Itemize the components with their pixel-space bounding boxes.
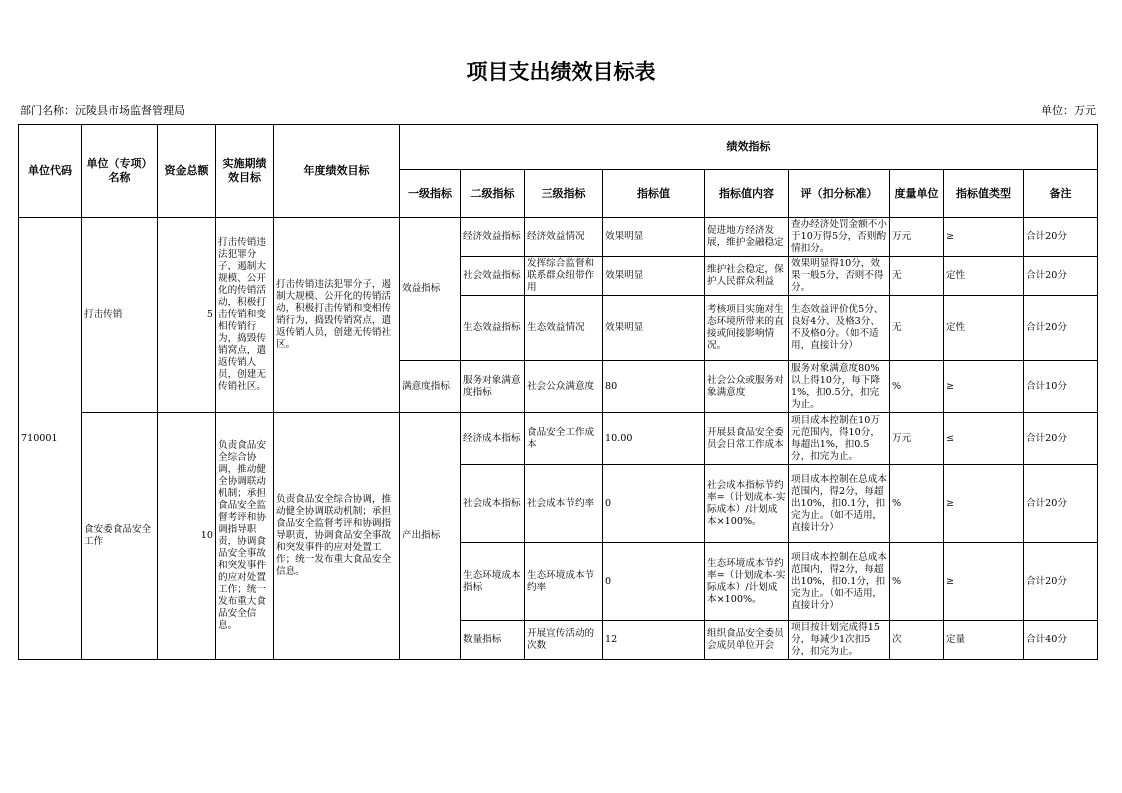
header-period-goal: 实施期绩效目标 bbox=[216, 125, 274, 218]
level2-indicator: 数量指标 bbox=[461, 621, 525, 660]
header-perf-indicators: 绩效指标 bbox=[400, 125, 1098, 170]
indicator-content: 考核项目实施对生态环境所带来的直接或间接影响情况。 bbox=[705, 296, 789, 361]
header-remark: 备注 bbox=[1024, 170, 1098, 218]
level1-indicator: 满意度指标 bbox=[400, 361, 461, 413]
value-type: ≥ bbox=[944, 361, 1024, 413]
level2-indicator: 经济效益指标 bbox=[461, 218, 525, 257]
header-level1: 一级指标 bbox=[400, 170, 461, 218]
level3-indicator: 生态环境成本节约率 bbox=[525, 543, 603, 621]
department-name: 部门名称：沅陵县市场监督管理局 bbox=[20, 104, 185, 117]
page-title: 项目支出绩效目标表 bbox=[466, 60, 656, 84]
level2-indicator: 社会效益指标 bbox=[461, 257, 525, 296]
remark: 合计40分 bbox=[1024, 621, 1098, 660]
level2-indicator: 生态环境成本指标 bbox=[461, 543, 525, 621]
scoring-standard: 效果明显得10分，效果一般5分，否则不得分。 bbox=[789, 257, 890, 296]
remark: 合计20分 bbox=[1024, 413, 1098, 465]
value-type: 定量 bbox=[944, 621, 1024, 660]
scoring-standard: 项目成本控制在总成本范围内，得2分，每超出10%，扣0.1分，扣完为止。（如不适用，直接计分） bbox=[789, 465, 890, 543]
level3-indicator: 发挥综合监督和联系群众纽带作用 bbox=[525, 257, 603, 296]
indicator-value: 80 bbox=[603, 361, 705, 413]
level3-indicator: 经济效益情况 bbox=[525, 218, 603, 257]
indicator-content: 社会公众或服务对象满意度 bbox=[705, 361, 789, 413]
remark: 合计20分 bbox=[1024, 543, 1098, 621]
level1-indicator: 效益指标 bbox=[400, 218, 461, 361]
header-value-type: 指标值类型 bbox=[944, 170, 1024, 218]
header-measure-unit: 度量单位 bbox=[890, 170, 944, 218]
header-level3: 三级指标 bbox=[525, 170, 603, 218]
project-funds: 5 bbox=[158, 218, 216, 413]
value-type: 定性 bbox=[944, 296, 1024, 361]
value-type: 定性 bbox=[944, 257, 1024, 296]
measure-unit: % bbox=[890, 465, 944, 543]
level2-indicator: 经济成本指标 bbox=[461, 413, 525, 465]
remark: 合计20分 bbox=[1024, 218, 1098, 257]
period-goal: 负责食品安全综合协调，推动健全协调联动机制；承担食品安全监督考评和协调指导职责，协调食品安全事故和突发事件的应对处置工作；统一发布重大食品安全信息。 bbox=[216, 413, 274, 660]
indicator-content: 开展县食品安全委员会日常工作成本 bbox=[705, 413, 789, 465]
indicator-value: 0 bbox=[603, 543, 705, 621]
level3-indicator: 开展宣传活动的次数 bbox=[525, 621, 603, 660]
level3-indicator: 社会成本节约率 bbox=[525, 465, 603, 543]
indicator-value: 效果明显 bbox=[603, 257, 705, 296]
measure-unit: % bbox=[890, 361, 944, 413]
level2-indicator: 社会成本指标 bbox=[461, 465, 525, 543]
header-unit-code: 单位代码 bbox=[19, 125, 82, 218]
measure-unit: 次 bbox=[890, 621, 944, 660]
value-type: ≥ bbox=[944, 543, 1024, 621]
level3-indicator: 生态效益情况 bbox=[525, 296, 603, 361]
remark: 合计20分 bbox=[1024, 257, 1098, 296]
annual-goal: 打击传销违法犯罪分子，遏制大规模、公开化的传销活动，积极打击传销和变相传销行为，捣毁传销窝点，遣返传销人员，创建无传销社区。 bbox=[274, 218, 400, 413]
indicator-content: 生态环境成本节约率=（计划成本-实际成本）/计划成本×100%。 bbox=[705, 543, 789, 621]
period-goal: 打击传销违法犯罪分子，遏制大规模、公开化的传销活动，积极打击传销和变相传销行为，捣毁传销窝点，遣返传销人员，创建无传销社区。 bbox=[216, 218, 274, 413]
scoring-standard: 项目成本控制在总成本范围内，得2分，每超出10%，扣0.1分，扣完为止。（如不适用，直接计分） bbox=[789, 543, 890, 621]
indicator-content: 社会成本指标节约率=（计划成本-实际成本）/计划成本×100%。 bbox=[705, 465, 789, 543]
indicator-value: 0 bbox=[603, 465, 705, 543]
measure-unit: 万元 bbox=[890, 218, 944, 257]
indicator-value: 12 bbox=[603, 621, 705, 660]
indicator-value: 10.00 bbox=[603, 413, 705, 465]
performance-table bbox=[18, 124, 1098, 660]
level3-indicator: 食品安全工作成本 bbox=[525, 413, 603, 465]
indicator-value: 效果明显 bbox=[603, 218, 705, 257]
currency-unit: 单位：万元 bbox=[1041, 104, 1096, 117]
scoring-standard: 项目按计划完成得15分，每减少1次扣5分，扣完为止。 bbox=[789, 621, 890, 660]
level2-indicator: 服务对象满意度指标 bbox=[461, 361, 525, 413]
header-level2: 二级指标 bbox=[461, 170, 525, 218]
annual-goal: 负责食品安全综合协调，推动健全协调联动机制；承担食品安全监督考评和协调指导职责，协调食品安全事故和突发事件的应对处置工作；统一发布重大食品安全信息。 bbox=[274, 413, 400, 660]
indicator-content: 促进地方经济发展，维护金融稳定 bbox=[705, 218, 789, 257]
scoring-standard: 生态效益评价优5分、良好4分、及格3分、不及格0分。（如不适用，直接计分） bbox=[789, 296, 890, 361]
indicator-content: 维护社会稳定，保护人民群众利益 bbox=[705, 257, 789, 296]
unit-code-cell: 710001 bbox=[19, 218, 82, 660]
measure-unit: 无 bbox=[890, 296, 944, 361]
level1-indicator: 产出指标 bbox=[400, 413, 461, 660]
value-type: ≥ bbox=[944, 218, 1024, 257]
value-type: ≥ bbox=[944, 465, 1024, 543]
measure-unit: 万元 bbox=[890, 413, 944, 465]
scoring-standard: 查办经济处罚金额不小于10万得5分，否则酌情扣分。 bbox=[789, 218, 890, 257]
project-name: 打击传销 bbox=[82, 218, 158, 413]
measure-unit: 无 bbox=[890, 257, 944, 296]
header-total-funds: 资金总额 bbox=[158, 125, 216, 218]
level2-indicator: 生态效益指标 bbox=[461, 296, 525, 361]
remark: 合计20分 bbox=[1024, 296, 1098, 361]
remark: 合计20分 bbox=[1024, 465, 1098, 543]
header-annual-goal: 年度绩效目标 bbox=[274, 125, 400, 218]
measure-unit: % bbox=[890, 543, 944, 621]
header-content: 指标值内容 bbox=[705, 170, 789, 218]
project-name: 食安委食品安全工作 bbox=[82, 413, 158, 660]
project-funds: 10 bbox=[158, 413, 216, 660]
header-unit-name: 单位（专项）名称 bbox=[82, 125, 158, 218]
level3-indicator: 社会公众满意度 bbox=[525, 361, 603, 413]
scoring-standard: 项目成本控制在10万元范围内，得10分，每超出1%，扣0.5分，扣完为止。 bbox=[789, 413, 890, 465]
header-scoring: 评（扣分标准） bbox=[789, 170, 890, 218]
indicator-value: 效果明显 bbox=[603, 296, 705, 361]
value-type: ≤ bbox=[944, 413, 1024, 465]
indicator-content: 组织食品安全委员会成员单位开会 bbox=[705, 621, 789, 660]
header-value: 指标值 bbox=[603, 170, 705, 218]
scoring-standard: 服务对象满意度80%以上得10分，每下降1%，扣0.5分，扣完为止。 bbox=[789, 361, 890, 413]
remark: 合计10分 bbox=[1024, 361, 1098, 413]
